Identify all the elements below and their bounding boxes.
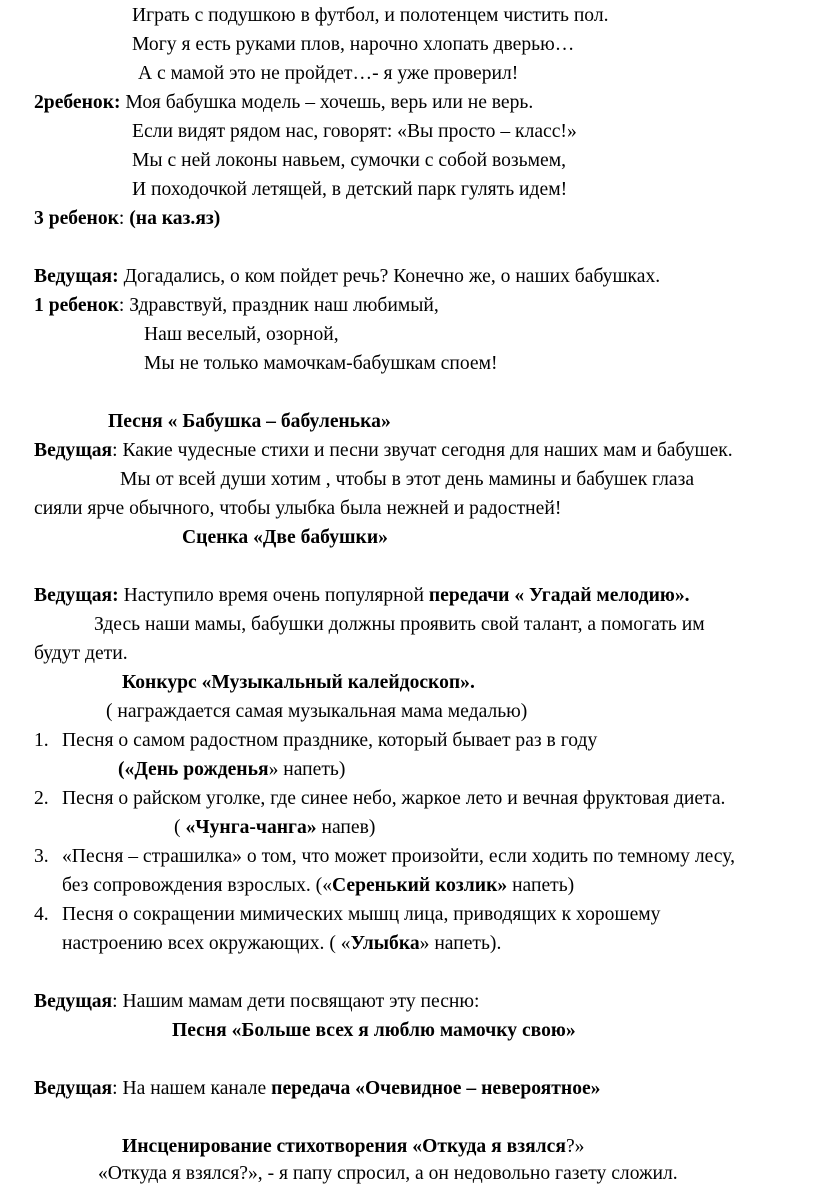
paragraph-line: будут дети. bbox=[34, 643, 128, 664]
speaker-label: 2ребенок: bbox=[34, 92, 121, 113]
dialogue-line: 2ребенок: Моя бабушка модель – хочешь, верь или не верь. bbox=[34, 92, 534, 113]
poem-line: Мы не только мамочкам-бабушкам споем! bbox=[144, 353, 498, 374]
list-number: 2. bbox=[34, 788, 49, 809]
speaker-label: Ведущая bbox=[34, 440, 113, 461]
list-item bbox=[34, 731, 49, 751]
dialogue-line: Ведущая: Догадались, о ком пойдет речь? Конечно же, о наших бабушках. bbox=[34, 266, 661, 287]
paragraph-line: Мы от всей души хотим , чтобы в этот день мамины и бабушек глаза bbox=[120, 469, 695, 490]
list-item-text: настроению всех окружающих. ( «Улыбка» напеть). bbox=[62, 933, 502, 954]
speaker-label: Ведущая bbox=[34, 1078, 113, 1099]
dialogue-line: Ведущая: На нашем канале передача «Очевидное – невероятное» bbox=[34, 1078, 601, 1099]
speaker-label: 1 ребенок bbox=[34, 295, 119, 316]
list-item bbox=[34, 905, 49, 925]
speaker-label: Ведущая: bbox=[34, 266, 119, 287]
dialogue-line: Ведущая: Какие чудесные стихи и песни звучат сегодня для наших мам и бабушек. bbox=[34, 440, 733, 461]
poem-line: А с мамой это не пройдет…- я уже проверил! bbox=[138, 63, 519, 84]
list-item-text: Песня о самом радостном празднике, который бывает раз в году bbox=[62, 730, 598, 751]
list-item-text: ( «Чунга-чанга» напев) bbox=[174, 817, 376, 838]
list-item-text: без сопровождения взрослых. («Серенький козлик» напеть) bbox=[62, 875, 575, 896]
section-heading: Песня «Больше всех я люблю мамочку свою» bbox=[172, 1020, 576, 1041]
dialogue-line: Ведущая: Наступило время очень популярной передачи « Угадай мелодию». bbox=[34, 585, 690, 606]
list-item bbox=[34, 789, 49, 809]
poem-line: И походочкой летящей, в детский парк гулять идем! bbox=[132, 179, 568, 200]
dialogue-line: 1 ребенок: Здравствуй, праздник наш любимый, bbox=[34, 295, 439, 316]
speaker-label: 3 ребенок bbox=[34, 208, 119, 229]
language-note: (на каз.яз) bbox=[129, 208, 221, 229]
paragraph-line: ( награждается самая музыкальная мама медалью) bbox=[106, 701, 528, 722]
dialogue-line: 3 ребенок: (на каз.яз) bbox=[34, 208, 221, 229]
list-item bbox=[34, 847, 49, 867]
poem-line: Наш веселый, озорной, bbox=[144, 324, 339, 345]
poem-line: «Откуда я взялся?», - я папу спросил, а он недовольно газету сложил. bbox=[98, 1163, 678, 1184]
speaker-label: Ведущая: bbox=[34, 585, 119, 606]
poem-line: Могу я есть руками плов, нарочно хлопать дверью… bbox=[132, 34, 575, 55]
paragraph-line: сияли ярче обычного, чтобы улыбка была нежней и радостней! bbox=[34, 498, 562, 519]
section-heading: Песня « Бабушка – бабуленька» bbox=[108, 411, 391, 432]
list-number: 4. bbox=[34, 904, 49, 925]
list-item-text: («День рожденья» напеть) bbox=[118, 759, 346, 780]
list-number: 1. bbox=[34, 730, 49, 751]
paragraph-line: Здесь наши мамы, бабушки должны проявить свой талант, а помогать им bbox=[94, 614, 705, 635]
section-heading: Конкурс «Музыкальный калейдоскоп». bbox=[122, 672, 475, 693]
poem-line: Играть с подушкою в футбол, и полотенцем чистить пол. bbox=[132, 5, 609, 26]
section-heading: Инсценирование стихотворения «Откуда я взялся?» bbox=[122, 1136, 585, 1157]
poem-line: Мы с ней локоны навьем, сумочки с собой возьмем, bbox=[132, 150, 566, 171]
list-item-text: Песня о райском уголке, где синее небо, жаркое лето и вечная фруктовая диета. bbox=[62, 788, 726, 809]
dialogue-line: Ведущая: Нашим мамам дети посвящают эту песню: bbox=[34, 991, 480, 1012]
speaker-label: Ведущая bbox=[34, 991, 113, 1012]
list-item-text: Песня о сокращении мимических мышц лица, приводящих к хорошему bbox=[62, 904, 661, 925]
poem-line: Если видят рядом нас, говорят: «Вы просто – класс!» bbox=[132, 121, 577, 142]
section-heading: Сценка «Две бабушки» bbox=[182, 527, 388, 548]
list-number: 3. bbox=[34, 846, 49, 867]
list-item-text: «Песня – страшилка» о том, что может произойти, если ходить по темному лесу, bbox=[62, 846, 735, 867]
